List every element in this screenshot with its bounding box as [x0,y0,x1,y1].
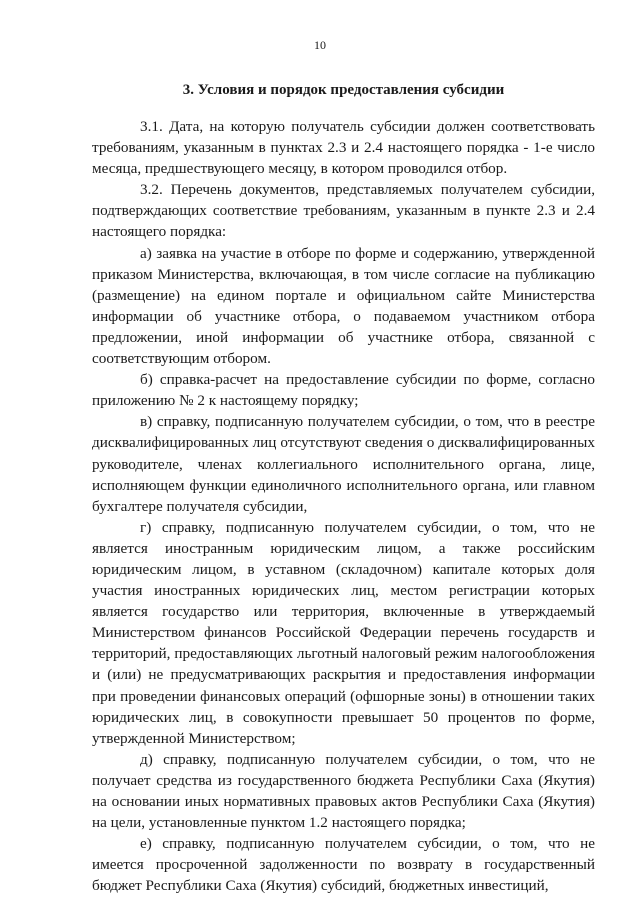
paragraph-item-e: е) справку, подписанную получателем субсидии, о том, что не имеется просроченной задолженности по возврату в государственный бюджет Республики Саха (Якутия) субсидий, бюджетных инвестиций, [92,835,595,895]
body-text [92,116,595,896]
paragraph-item-a: а) заявка на участие в отборе по форме и содержанию, утвержденной приказом Министерства, включающая, в том числе согласие на публикацию (размещение) на едином портале и официальном сайте Министерства информации об участнике отбора, о подаваемом участником отбора предложении, иной информации об участнике отбора, связанной с соответствующим отбором. [92,244,595,368]
paragraph-item-g: г) справку, подписанную получателем субсидии, о том, что не является иностранным юридическим лицом, а также российским юридическим лицом, в уставном (складочном) капитале которых доля участия иностранных юридических лиц, местом регистрации которых является государство или территория, включенные в утверждаемый Министерством финансов Российской Федерации перечень государств и территорий, предоставляющих льготный налоговый режим налогообложения и (или) не предусматривающих раскрытия и предоставления информации при проведении финансовых операций (офшорные зоны) в отношении таких юридических лиц, в совокупности превышает 50 процентов по форме, утвержденной Министерством; [92,518,595,747]
section-title: 3. Условия и порядок предоставления субсидии [182,82,505,98]
paragraph-3-1: 3.1. Дата, на которую получатель субсидии должен соответствовать требованиям, указанным в пунктах 2.3 и 2.4 настоящего порядка - 1-е число месяца, предшествующего месяцу, в котором проводился отбор. [92,118,595,178]
paragraph-3-2: 3.2. Перечень документов, представляемых получателем субсидии, подтверждающих соответствие требованиям, указанным в пункте 2.3 и 2.4 настоящего порядка: [92,181,595,241]
page-number: 10 [314,38,326,52]
paragraph-item-d: д) справку, подписанную получателем субсидии, о том, что не получает средства из государственного бюджета Республики Саха (Якутия) на основании иных нормативных правовых актов Республики Саха (Якутия) на цели, установленные пунктом 1.2 настоящего порядка; [92,750,595,832]
paragraph-item-v: в) справку, подписанную получателем субсидии, о том, что в реестре дисквалифицированных лиц отсутствуют сведения о дисквалифицированных руководителе, членах коллегиального исполнительного органа, лице, исполняющем функции единоличного исполнительного органа, или главном бухгалтере получателя субсидии, [92,413,595,515]
paragraph-item-b: б) справка-расчет на предоставление субсидии по форме, согласно приложению № 2 к настоящему порядку; [92,371,595,410]
